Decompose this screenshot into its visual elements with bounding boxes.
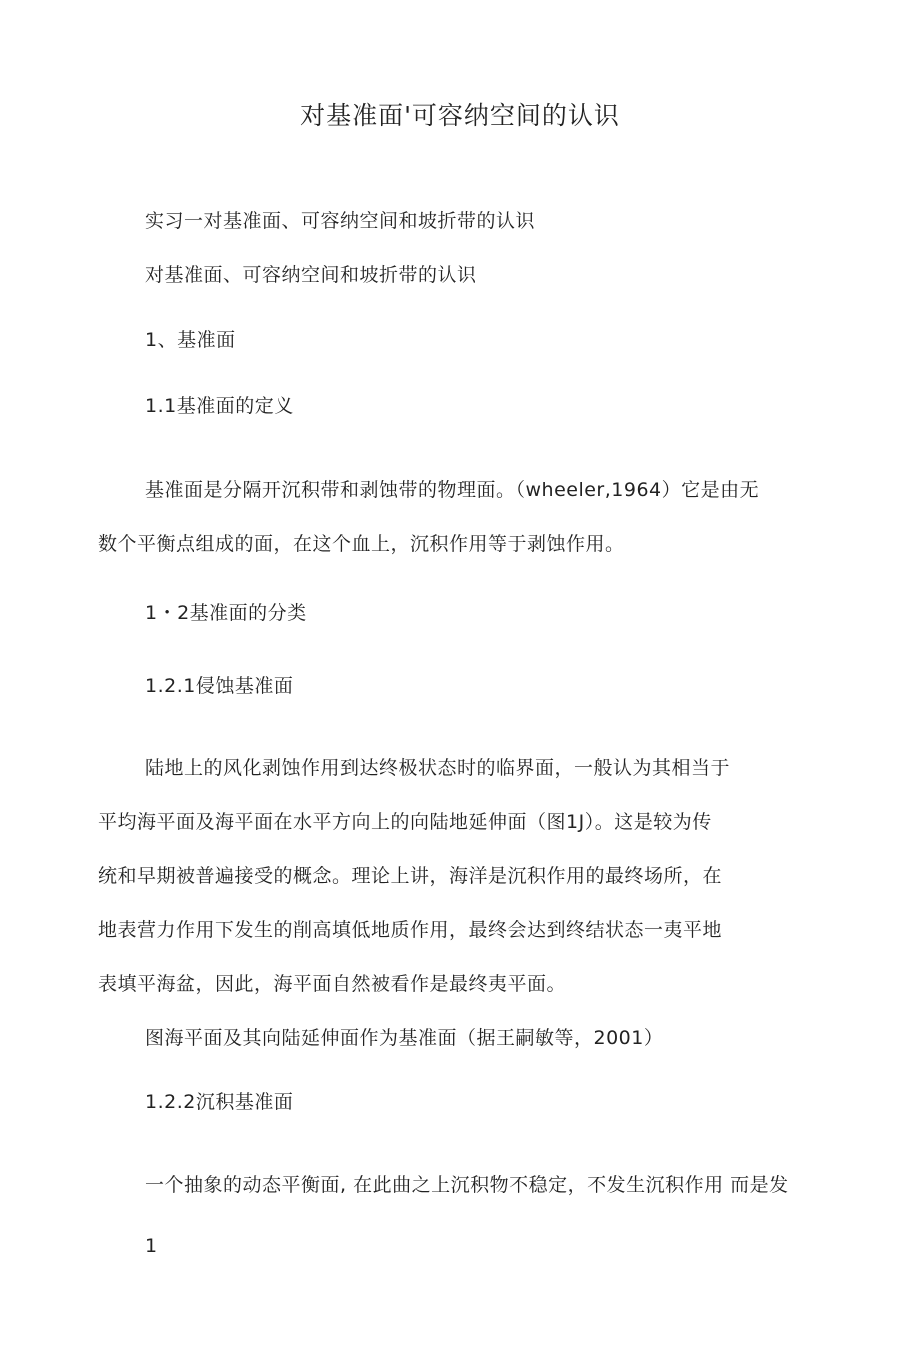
heading-1: 1、基准面 [145,329,236,351]
page-number: 1 [145,1235,158,1257]
section-heading-main: 对基准面、可容纳空间和坡折带的认识 [145,264,477,286]
paragraph-line: 表填平海盆，因此，海平面自然被看作是最终夷平面。 [98,973,567,995]
heading-1-2: 1・2基准面的分类 [145,602,307,624]
heading-1-2-1: 1.2.1侵蚀基准面 [145,675,294,697]
paragraph-line: 一个抽象的动态平衡面, 在此曲之上沉积物不稳定，不发生沉积作用 而是发 [145,1174,789,1196]
paragraph-line: 平均海平面及海平面在水平方向上的向陆地延伸面（图1J）。这是较为传 [98,811,712,833]
paragraph-line: 地表营力作用下发生的削高填低地质作用，最终会达到终结状态一夷平地 [98,919,723,941]
paragraph-line: 数个平衡点组成的面，在这个血上，沉积作用等于剥蚀作用。 [98,533,625,555]
document-title: 对基准面'可容纳空间的认识 [300,101,620,130]
paragraph-line: 统和早期被普遍接受的概念。理论上讲，海洋是沉积作用的最终场所，在 [98,865,723,887]
section-heading-practice: 实习一对基准面、可容纳空间和坡折带的认识 [145,210,536,232]
heading-1-1: 1.1基准面的定义 [145,395,294,417]
paragraph-line: 基准面是分隔开沉积带和剥蚀带的物理面。（wheeler,1964）它是由无 [145,479,760,501]
paragraph-line: 陆地上的风化剥蚀作用到达终极状态时的临界面，一般认为其相当于 [145,757,731,779]
figure-caption: 图海平面及其向陆延伸面作为基准面（据王嗣敏等，2001） [145,1027,664,1049]
heading-1-2-2: 1.2.2沉积基准面 [145,1091,294,1113]
